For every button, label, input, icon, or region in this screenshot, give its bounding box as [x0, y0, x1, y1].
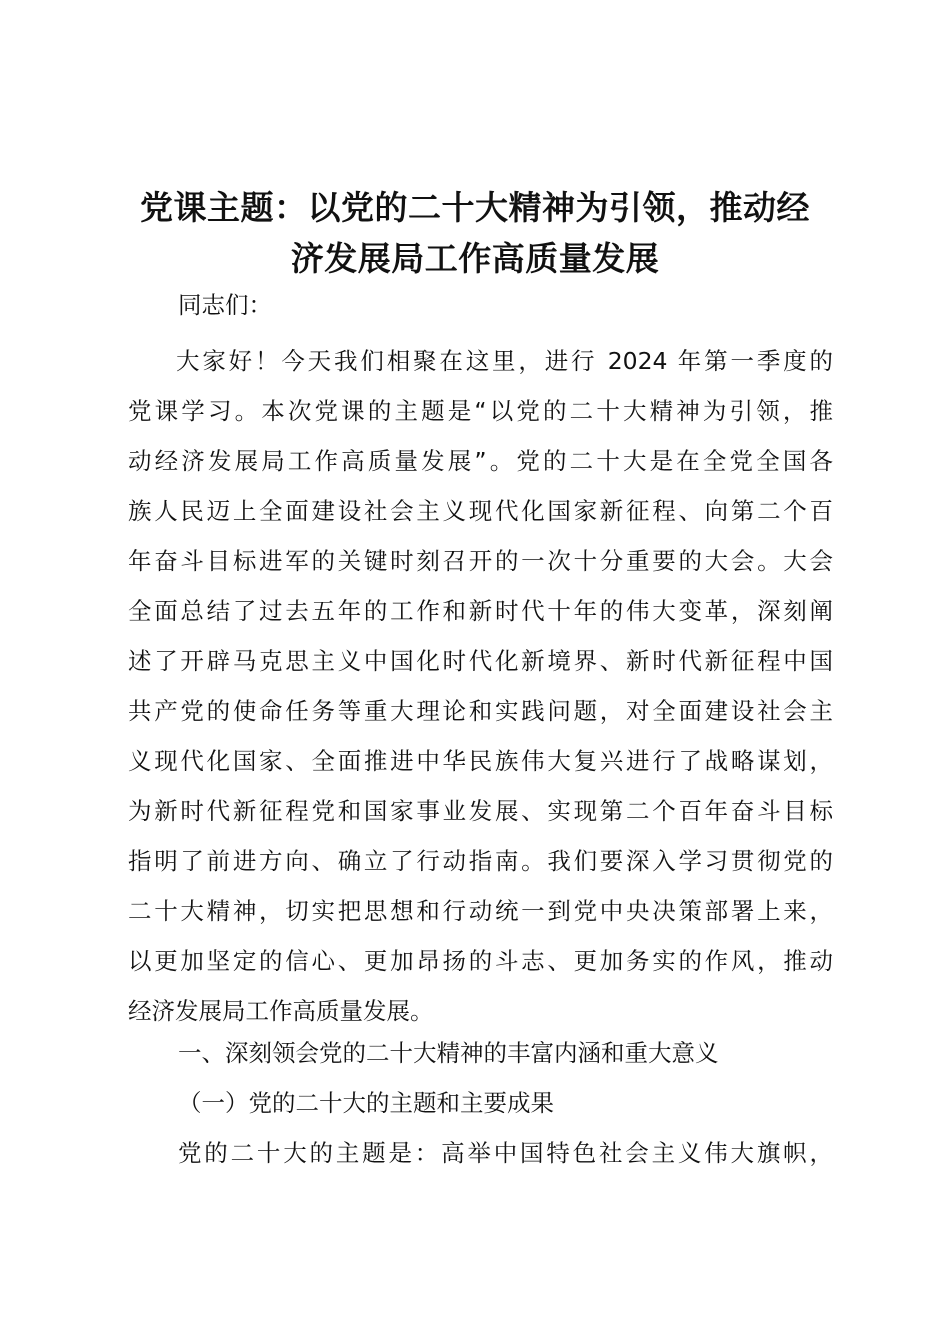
document-title: [110, 182, 840, 284]
title-line: 党课主题：以党的二十大精神为引领，推动经: [140, 188, 810, 227]
paragraph-line: 义现代化国家、全面推进中华民族伟大复兴进行了战略谋划，: [128, 747, 833, 775]
paragraph-line: 共产党的使命任务等重大理论和实践问题，对全面建设社会主: [128, 697, 833, 725]
next-paragraph: 党的二十大的主题是：高举中国特色社会主义伟大旗帜，: [178, 1139, 833, 1167]
paragraph-line: 全面总结了过去五年的工作和新时代十年的伟大变革，深刻阐: [128, 597, 833, 625]
paragraph-line: 指明了前进方向、确立了行动指南。我们要深入学习贯彻党的: [128, 847, 833, 875]
paragraph-line: 以更加坚定的信心、更加昂扬的斗志、更加务实的作风，推动: [128, 947, 833, 975]
title-line: 济发展局工作高质量发展: [290, 239, 660, 278]
salutation: 同志们：: [178, 291, 272, 319]
subsection-heading: （一）党的二十大的主题和主要成果: [178, 1089, 554, 1117]
paragraph-line: 动经济发展局工作高质量发展”。党的二十大是在全党全国各: [128, 447, 833, 475]
paragraph-line: 为新时代新征程党和国家事业发展、实现第二个百年奋斗目标: [128, 797, 833, 825]
paragraph-line: 族人民迈上全面建设社会主义现代化国家新征程、向第二个百: [128, 497, 833, 525]
paragraph-line: 年奋斗目标进军的关键时刻召开的一次十分重要的大会。大会: [128, 547, 833, 575]
paragraph-line: 二十大精神，切实把思想和行动统一到党中央决策部署上来，: [128, 897, 833, 925]
section-heading: 一、深刻领会党的二十大精神的丰富内涵和重大意义: [178, 1039, 719, 1067]
paragraph-line: 大家好！今天我们相聚在这里，进行 2024 年第一季度的: [176, 347, 833, 375]
paragraph-line: 党课学习。本次党课的主题是“以党的二十大精神为引领，推: [128, 397, 833, 425]
paragraph-line: 经济发展局工作高质量发展。: [128, 997, 434, 1025]
intro-paragraph: [128, 336, 833, 1036]
paragraph-line: 述了开辟马克思主义中国化时代化新境界、新时代新征程中国: [128, 647, 833, 675]
